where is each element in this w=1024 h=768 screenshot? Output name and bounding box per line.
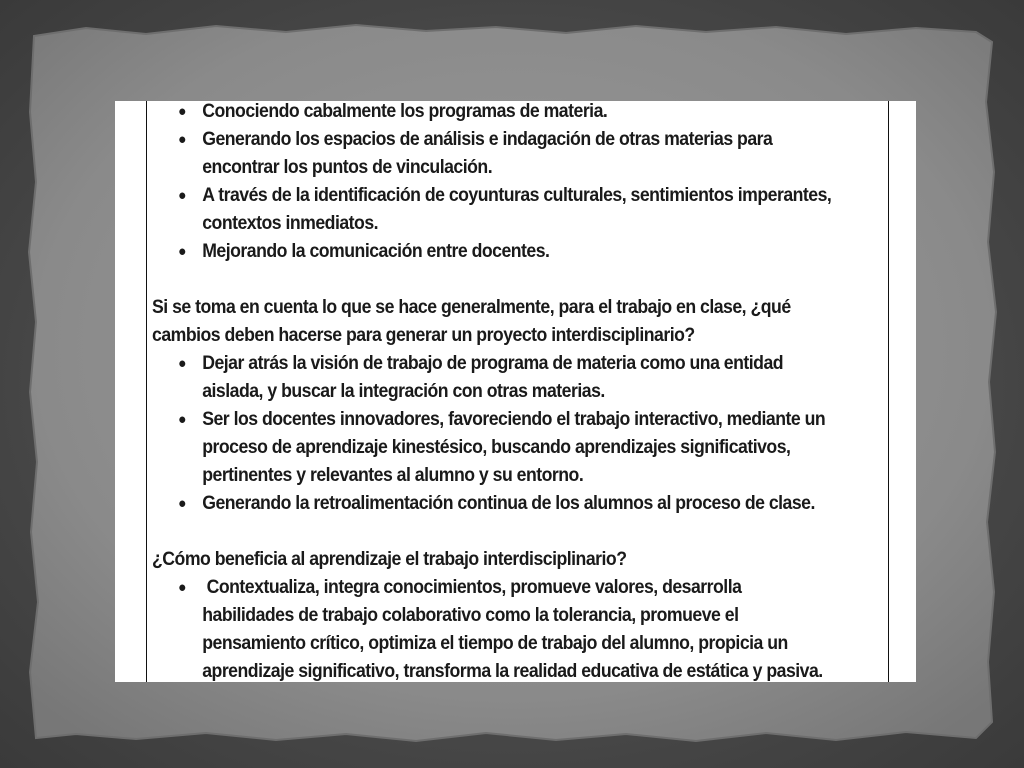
bullet-icon: ● [178, 103, 186, 120]
bullet-icon: ● [178, 355, 186, 372]
list-item: ● Mejorando la comunicación entre docentes. [152, 238, 836, 266]
list-strategies [152, 101, 836, 266]
document-image [115, 101, 916, 682]
bullet-icon: ● [178, 131, 186, 148]
bullet-icon: ● [178, 243, 186, 260]
list-item: ● Generando los espacios de análisis e indagación de otras materias para encontrar los puntos de vinculación. [152, 126, 836, 182]
list-benefits [152, 574, 836, 682]
bullet-icon: ● [178, 579, 186, 596]
list-item: ● Conociendo cabalmente los programas de materia. [152, 101, 836, 126]
list-item: ● Ser los docentes innovadores, favoreciendo el trabajo interactivo, mediante un proceso de aprendizaje kinestésico, buscando aprendizajes significativos, pertinentes y relevantes al alumno y su entorno. [152, 406, 836, 490]
list-item: ● Dejar atrás la visión de trabajo de programa de materia como una entidad aislada, y buscar la integración con otras materias. [152, 350, 836, 406]
list-item: ● A través de la identificación de coyunturas culturales, sentimientos imperantes, contextos inmediatos. [152, 182, 836, 238]
question-benefits: ¿Cómo beneficia al aprendizaje el trabajo interdisciplinario? [152, 549, 627, 570]
bullet-icon: ● [178, 187, 186, 204]
bullet-icon: ● [178, 495, 186, 512]
list-item: ● Contextualiza, integra conocimientos, promueve valores, desarrolla habilidades de trabajo colaborativo como la tolerancia, promueve el pensamiento crítico, optimiza el tiempo de trabajo del alumno, propicia un aprendizaje significativo, transforma la realidad educativa de estática y pasiva. [152, 574, 836, 682]
question-changes: Si se toma en cuenta lo que se hace generalmente, para el trabajo en clase, ¿qué cambios deben hacerse para generar un proyecto interdisciplinario? [152, 297, 791, 346]
list-changes [152, 350, 836, 518]
bullet-icon: ● [178, 411, 186, 428]
list-item: ● Generando la retroalimentación continua de los alumnos al proceso de clase. [152, 490, 836, 518]
document-content [152, 101, 836, 682]
